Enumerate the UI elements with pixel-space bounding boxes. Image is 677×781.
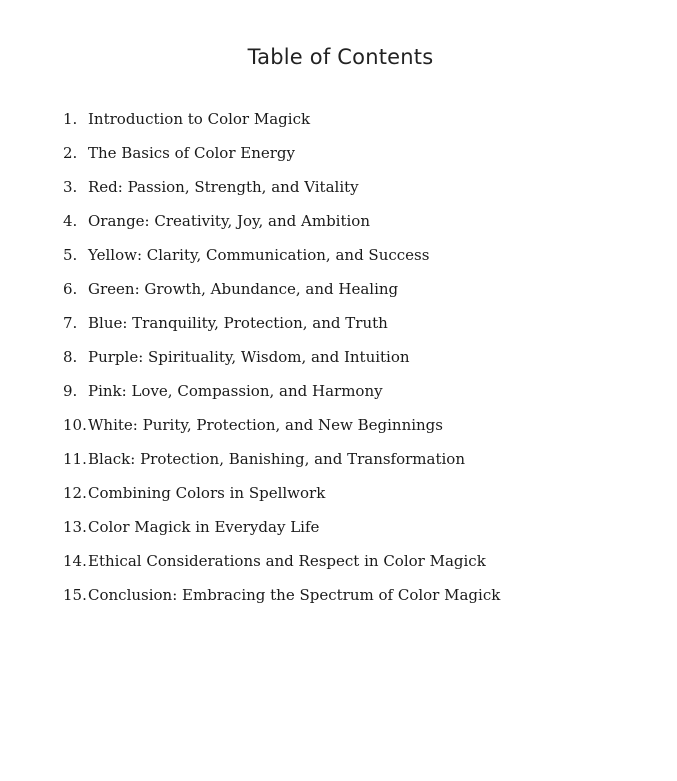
toc-item	[63, 513, 500, 547]
toc-item-text: Yellow: Clarity, Communication, and Success	[88, 246, 430, 264]
toc-item	[63, 581, 500, 615]
toc-item	[63, 173, 500, 207]
toc-item-number: 2.	[63, 144, 78, 162]
toc-item-number: 15.	[63, 586, 87, 604]
toc-item-number: 7.	[63, 314, 78, 332]
toc-item-number: 14.	[63, 552, 87, 570]
toc-item-number: 9.	[63, 382, 78, 400]
toc-item-number: 12.	[63, 484, 87, 502]
toc-item	[63, 445, 500, 479]
toc-item	[63, 309, 500, 343]
toc-item-text: Purple: Spirituality, Wisdom, and Intuition	[88, 348, 410, 366]
toc-item-text: Black: Protection, Banishing, and Transformation	[88, 450, 465, 468]
toc-item-text: Introduction to Color Magick	[88, 110, 311, 128]
toc-item-text: Blue: Tranquility, Protection, and Truth	[88, 314, 388, 332]
toc-item	[63, 139, 500, 173]
toc-item-text: Orange: Creativity, Joy, and Ambition	[88, 212, 370, 230]
toc-item-text: Combining Colors in Spellwork	[88, 484, 326, 502]
toc-item-text: Ethical Considerations and Respect in Color Magick	[88, 552, 486, 570]
toc-item-number: 5.	[63, 246, 78, 264]
toc-item	[63, 241, 500, 275]
toc-item-text: The Basics of Color Energy	[88, 144, 295, 162]
toc-item	[63, 105, 500, 139]
toc-item	[63, 275, 500, 309]
toc-item	[63, 343, 500, 377]
toc-item-number: 3.	[63, 178, 78, 196]
toc-item-number: 4.	[63, 212, 78, 230]
toc-item-text: Green: Growth, Abundance, and Healing	[88, 280, 399, 298]
toc-item-number: 8.	[63, 348, 78, 366]
toc-item-text: Color Magick in Everyday Life	[88, 518, 320, 536]
toc-item	[63, 411, 500, 445]
toc-item	[63, 547, 500, 581]
toc-item-number: 10.	[63, 416, 87, 434]
toc-item	[63, 479, 500, 513]
toc-list	[63, 105, 500, 615]
toc-item-number: 6.	[63, 280, 78, 298]
toc-item-text: Conclusion: Embracing the Spectrum of Color Magick	[88, 586, 501, 604]
toc-item	[63, 377, 500, 411]
toc-item-number: 11.	[63, 450, 87, 468]
toc-item-number: 13.	[63, 518, 87, 536]
toc-item-number: 1.	[63, 110, 78, 128]
page-title: Table of Contents	[247, 45, 434, 69]
toc-item-text: Pink: Love, Compassion, and Harmony	[88, 382, 383, 400]
toc-item	[63, 207, 500, 241]
toc-item-text: White: Purity, Protection, and New Beginnings	[88, 416, 443, 434]
toc-item-text: Red: Passion, Strength, and Vitality	[88, 178, 359, 196]
